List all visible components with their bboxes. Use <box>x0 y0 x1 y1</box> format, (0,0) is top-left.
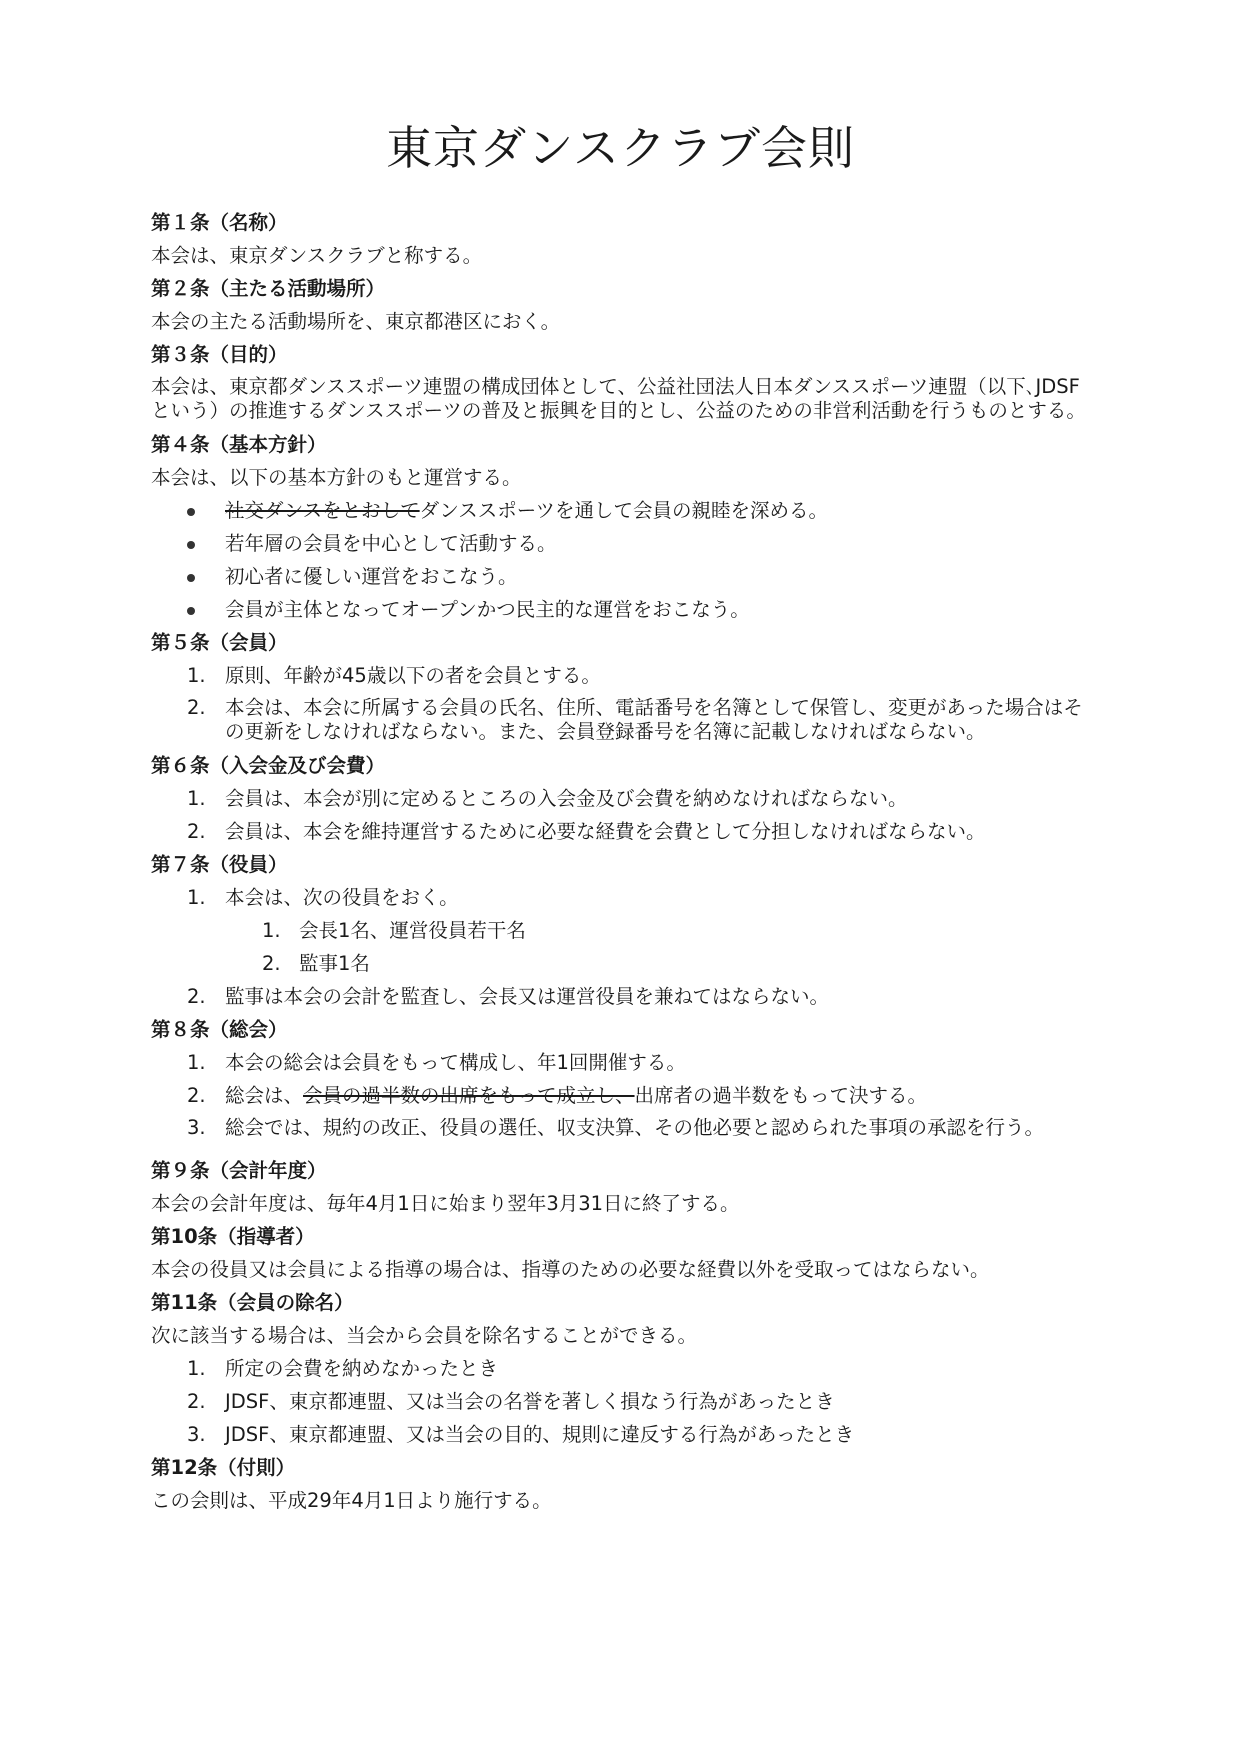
list-item-text: 所定の会費を納めなかったとき <box>225 1357 499 1380</box>
list-item-text: 本会は、本会に所属する会員の氏名、住所、電話番号を名簿として保管し、変更があった場合はその更新をしなければならない。また、会員登録番号を名簿に記載しなければならない。 <box>225 696 1083 743</box>
article-11-heading: 第11条（会員の除名） <box>151 1291 354 1314</box>
article-11-text: 次に該当する場合は、当会から会員を除名することができる。 <box>151 1324 698 1347</box>
list-item-text: 会員は、本会を維持運営するために必要な経費を会費として分担しなければならない。 <box>225 820 986 843</box>
sub-list-item <box>151 947 1091 980</box>
article-5-numbered-list <box>151 659 1091 749</box>
article-10-text: 本会の役員又は会員による指導の場合は、指導のための必要な経費以外を受取ってはならない。 <box>151 1258 990 1281</box>
list-item <box>151 1385 1091 1418</box>
bullet-icon <box>187 508 195 516</box>
article-4-bullet-list <box>151 494 1091 626</box>
list-item <box>151 1418 1091 1451</box>
bullet-icon <box>187 541 195 549</box>
list-item-text: 会員は、本会が別に定めるところの入会金及び会費を納めなければならない。 <box>225 787 908 810</box>
list-number: 1. <box>262 919 281 942</box>
article-12-text: この会則は、平成29年4月1日より施行する。 <box>151 1489 552 1512</box>
article-4-heading: 第４条（基本方針） <box>151 433 327 456</box>
list-item-text: JDSF、東京都連盟、又は当会の目的、規則に違反する行為があったとき <box>225 1423 855 1446</box>
list-number: 3. <box>187 1423 206 1446</box>
list-item-text: 会長1名、運営役員若干名 <box>299 919 526 942</box>
article-3-text: 本会は、東京都ダンススポーツ連盟の構成団体として、公益社団法人日本ダンススポーツ連盟（以下､JDSFという）の推進するダンススポーツの普及と振興を目的とし、公益のための非営利活動を行うものとする。 <box>151 375 1086 422</box>
article-5-heading: 第５条（会員） <box>151 631 288 654</box>
article-7-numbered-list <box>151 881 1091 914</box>
article-1-heading: 第１条（名称） <box>151 211 288 234</box>
list-item <box>151 815 1091 848</box>
article-8-numbered-list <box>151 1046 1091 1154</box>
article-10-heading: 第10条（指導者） <box>151 1225 315 1248</box>
list-number: 1. <box>187 787 206 810</box>
list-item <box>151 1079 1091 1112</box>
document-body <box>151 206 1091 1517</box>
article-7-numbered-list-cont <box>151 980 1091 1013</box>
article-7-sub-list <box>151 914 1091 980</box>
list-item <box>151 527 1091 560</box>
list-item-prefix: 総会は、 <box>225 1084 304 1107</box>
list-number: 2. <box>187 820 206 843</box>
bullet-icon <box>187 607 195 615</box>
list-number: 3. <box>187 1116 206 1139</box>
list-number: 1. <box>187 664 206 687</box>
article-7-heading: 第７条（役員） <box>151 853 288 876</box>
struck-text: 会員の過半数の出席をもって成立し、 <box>303 1084 635 1107</box>
article-6-numbered-list <box>151 782 1091 848</box>
list-item-text: 原則、年齢が45歳以下の者を会員とする。 <box>225 664 601 687</box>
list-item <box>151 881 1091 914</box>
list-number: 1. <box>187 1357 206 1380</box>
article-3-heading: 第３条（目的） <box>151 343 288 366</box>
list-number: 1. <box>187 886 206 909</box>
article-8-heading: 第８条（総会） <box>151 1018 288 1041</box>
article-12-heading: 第12条（付則） <box>151 1456 296 1479</box>
article-9-heading: 第９条（会計年度） <box>151 1159 327 1182</box>
list-item-text: 出席者の過半数をもって決する。 <box>634 1084 928 1107</box>
list-item-text: 若年層の会員を中心として活動する。 <box>225 532 557 555</box>
list-item <box>151 692 1091 749</box>
list-item-text: 本会の総会は会員をもって構成し、年1回開催する。 <box>225 1051 686 1074</box>
list-item <box>151 659 1091 692</box>
list-number: 2. <box>187 1084 206 1107</box>
list-item-text: ダンススポーツを通して会員の親睦を深める。 <box>419 499 828 522</box>
struck-text: 社交ダンスをとおして <box>225 499 420 522</box>
article-6-heading: 第６条（入会金及び会費） <box>151 754 386 777</box>
list-item-text: 総会では、規約の改正、役員の選任、収支決算、その他必要と認められた事項の承認を行う。 <box>225 1116 1045 1139</box>
article-11-numbered-list <box>151 1352 1091 1451</box>
list-item-text: 初心者に優しい運営をおこなう。 <box>225 565 518 588</box>
list-item <box>151 494 1091 527</box>
list-number: 2. <box>262 952 281 975</box>
list-number: 2. <box>187 1390 206 1413</box>
list-item <box>151 782 1091 815</box>
article-2-text: 本会の主たる活動場所を、東京都港区におく。 <box>151 310 561 333</box>
list-item <box>151 1352 1091 1385</box>
list-number: 2. <box>187 985 206 1008</box>
list-item-text: 監事は本会の会計を監査し、会長又は運営役員を兼ねてはならない。 <box>225 985 830 1008</box>
list-number: 2. <box>187 696 206 719</box>
article-2-heading: 第２条（主たる活動場所） <box>151 277 386 300</box>
article-4-text: 本会は、以下の基本方針のもと運営する。 <box>151 466 522 489</box>
list-item <box>151 1112 1091 1154</box>
list-item <box>151 560 1091 593</box>
list-number: 1. <box>187 1051 206 1074</box>
list-item <box>151 593 1091 626</box>
list-item-text: 会員が主体となってオープンかつ民主的な運営をおこなう。 <box>225 598 750 621</box>
list-item-text: JDSF、東京都連盟、又は当会の名誉を著しく損なう行為があったとき <box>225 1390 835 1413</box>
document-title: 東京ダンスクラブ会則 <box>385 121 856 175</box>
article-1-text: 本会は、東京ダンスクラブと称する。 <box>151 244 483 267</box>
list-item-text: 本会は、次の役員をおく。 <box>225 886 459 909</box>
list-item <box>151 1046 1091 1079</box>
list-item <box>151 980 1091 1013</box>
bullet-icon <box>187 574 195 582</box>
sub-list-item <box>151 914 1091 947</box>
article-9-text: 本会の会計年度は、毎年4月1日に始まり翌年3月31日に終了する。 <box>151 1192 740 1215</box>
list-item-text: 監事1名 <box>299 952 370 975</box>
